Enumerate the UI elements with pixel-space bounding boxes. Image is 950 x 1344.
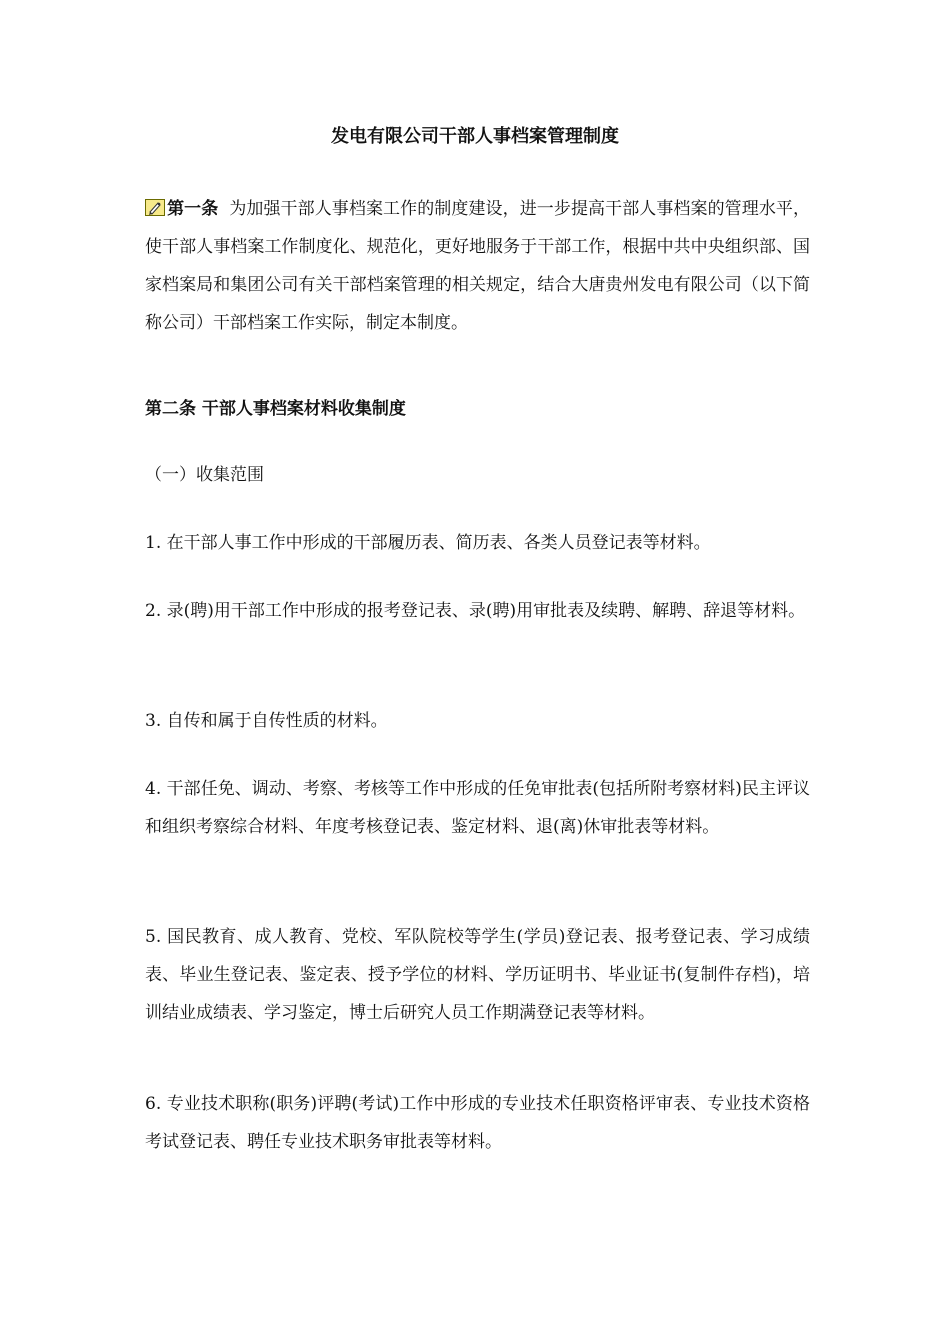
list-item: 3. 自传和属于自传性质的材料。	[145, 711, 388, 731]
article-1-label: 第一条	[167, 199, 219, 219]
pencil-icon	[145, 192, 165, 209]
list-item: 2. 录(聘)用干部工作中形成的报考登记表、录(聘)用审批表及续聘、解聘、辞退等材料。	[145, 601, 806, 621]
collection-scope-subheading: （一）收集范围	[145, 465, 264, 485]
list-item: 6. 专业技术职称(职务)评聘(考试)工作中形成的专业技术任职资格评审表、专业技术资格考试登记表、聘任专业技术职务审批表等材料。	[145, 1094, 810, 1152]
article-1-paragraph	[145, 190, 810, 342]
article-1-text: 为加强干部人事档案工作的制度建设，进一步提高干部人事档案的管理水平，使干部人事档案工作制度化、规范化，更好地服务于干部工作，根据中共中央组织部、国家档案局和集团公司有关干部档案管理的相关规定，结合大唐贵州发电有限公司（以下简称公司）干部档案工作实际，制定本制度。	[145, 199, 811, 333]
list-item: 5. 国民教育、成人教育、党校、军队院校等学生(学员)登记表、报考登记表、学习成绩表、毕业生登记表、鉴定表、授予学位的材料、学历证明书、毕业证书(复制件存档)，培训结业成绩表、学习鉴定，博士后研究人员工作期满登记表等材料。	[145, 927, 810, 1023]
document-title: 发电有限公司干部人事档案管理制度	[331, 126, 619, 147]
list-item: 1. 在干部人事工作中形成的干部履历表、简历表、各类人员登记表等材料。	[145, 533, 711, 553]
list-item: 4. 干部任免、调动、考察、考核等工作中形成的任免审批表(包括所附考察材料)民主评议和组织考察综合材料、年度考核登记表、鉴定材料、退(离)休审批表等材料。	[145, 779, 810, 837]
article-2-heading: 第二条 干部人事档案材料收集制度	[145, 399, 406, 419]
